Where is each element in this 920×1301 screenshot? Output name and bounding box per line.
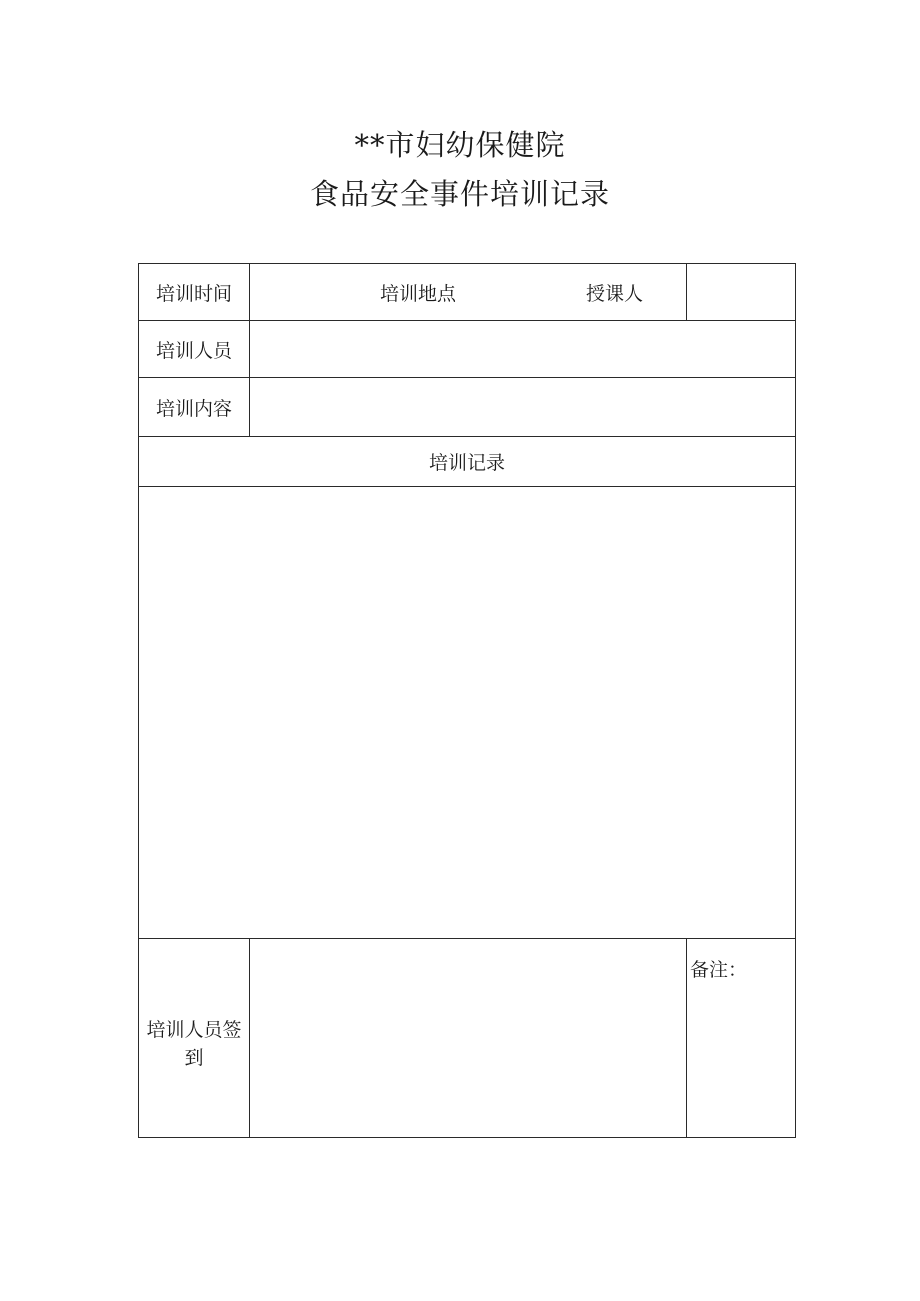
content-label: 培训内容 [139, 378, 250, 437]
signin-label-line2: 到 [184, 1047, 204, 1069]
document-title-form: 食品安全事件培训记录 [309, 177, 610, 211]
signin-label [139, 939, 250, 1138]
row-time-location [139, 264, 796, 321]
remarks-cell[interactable] [687, 939, 796, 1138]
row-content [139, 378, 796, 437]
location-teacher-cell[interactable] [250, 264, 687, 321]
teacher-label: 授课人 [586, 282, 644, 305]
document-title-org: **市妇幼保健院 [354, 128, 566, 162]
content-value-cell[interactable] [250, 378, 796, 437]
training-time-label: 培训时间 [139, 264, 250, 321]
record-section-label: 培训记录 [139, 437, 796, 487]
training-location-label: 培训地点 [379, 282, 456, 305]
row-record-header [139, 437, 796, 487]
signin-label-line1: 培训人员签 [146, 1019, 242, 1041]
remarks-label: 备注： [690, 959, 748, 981]
row-record-body [139, 487, 796, 939]
row-signin [139, 939, 796, 1138]
record-value-cell[interactable] [139, 487, 796, 939]
attendees-value-cell[interactable] [250, 321, 796, 378]
training-record-table [138, 263, 796, 1138]
row-attendees [139, 321, 796, 378]
signin-value-cell[interactable] [250, 939, 687, 1138]
attendees-label: 培训人员 [139, 321, 250, 378]
teacher-value-cell[interactable] [687, 264, 796, 321]
